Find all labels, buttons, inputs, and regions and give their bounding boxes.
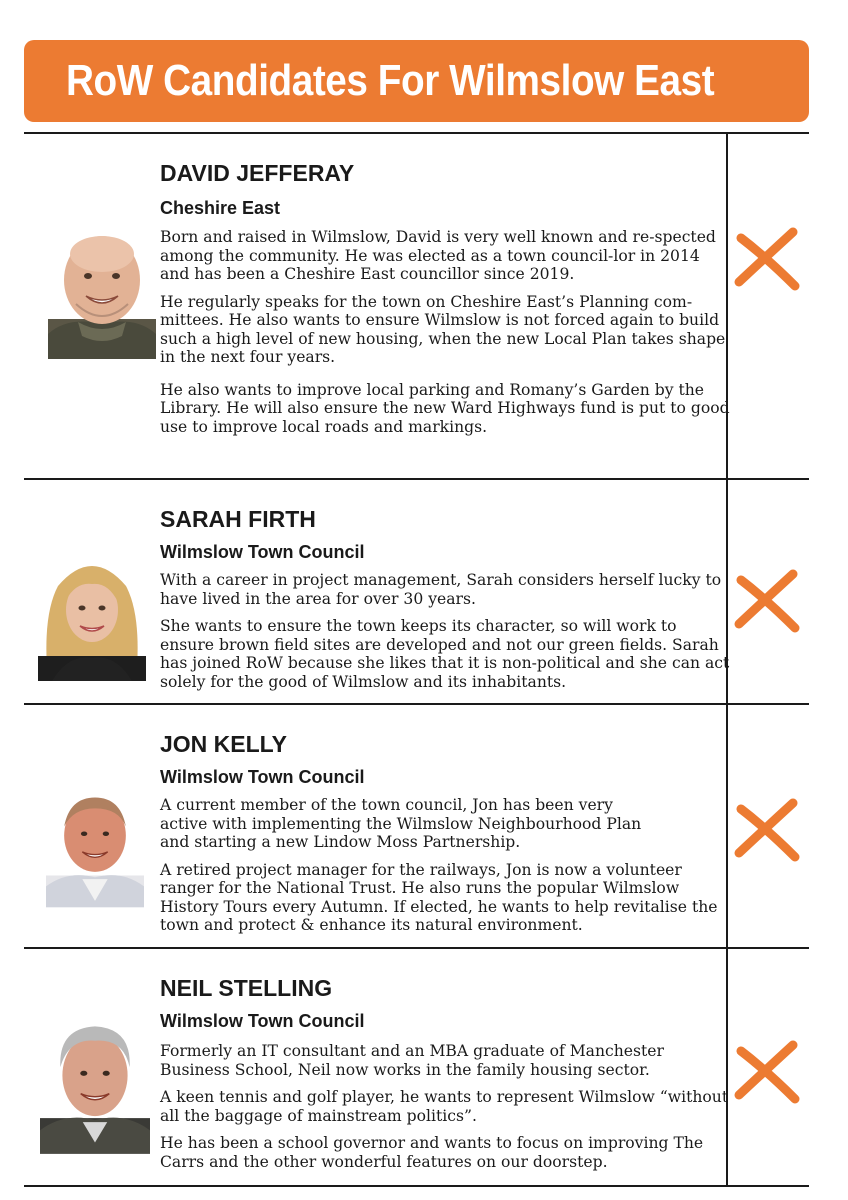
bio-paragraph: A retired project manager for the railways, Jon is now a volunteer ranger for the National Trust. He also runs the popular Wilmslow History Tours every Autumn. If elected, he wants to help revitalise the town and protect & enhance its natural environment.: [160, 860, 718, 934]
candidate-name: JON KELLY: [160, 731, 287, 757]
candidate-council: Cheshire East: [160, 198, 281, 218]
candidate-photo-sarah: [38, 546, 146, 681]
candidate-bio: [160, 228, 730, 445]
page-title: RoW Candidates For Wilmslow East: [66, 56, 715, 105]
candidate-name: DAVID JEFFERAY: [160, 160, 355, 186]
bio-paragraph: Born and raised in Wilmslow, David is very well known and re-spected among the community. He was elected as a town council-lor in 2014 and has been a Cheshire East councillor since 2019.: [160, 228, 716, 283]
cross-mark-icon: [731, 795, 803, 865]
candidate-row: [24, 132, 809, 478]
candidate-photo-neil: [40, 1015, 150, 1155]
candidate-council: Wilmslow Town Council: [160, 1011, 365, 1031]
candidates-table: [24, 132, 809, 1187]
cross-mark-icon: [731, 566, 803, 636]
candidate-council: Wilmslow Town Council: [160, 542, 365, 562]
bio-paragraph: Formerly an IT consultant and an MBA graduate of Manchester Business School, Neil now works in the family housing sector.: [160, 1042, 664, 1079]
bio-paragraph: He regularly speaks for the town on Cheshire East’s Planning com-mittees. He also wants to ensure Wilmslow is not forced again to build such a high level of new housing, when the new Local Plan takes shape in the next four years.: [160, 292, 726, 366]
candidate-name: SARAH FIRTH: [160, 506, 316, 532]
candidate-bio: [160, 571, 730, 700]
bio-paragraph: A keen tennis and golf player, he wants to represent Wilmslow “without all the baggage of mainstream politics”.: [160, 1088, 729, 1125]
bio-paragraph: He also wants to improve local parking and Romany’s Garden by the Library. He will also ensure the new Ward Highways fund is put to good use to improve local roads and markings.: [160, 380, 730, 436]
cross-mark-icon: [731, 1037, 803, 1107]
bio-paragraph: With a career in project management, Sarah considers herself lucky to have lived in the area for over 30 years.: [160, 571, 722, 608]
candidate-row: [24, 947, 809, 1187]
candidate-council: Wilmslow Town Council: [160, 767, 365, 787]
bio-paragraph: He has been a school governor and wants to focus on improving The Carrs and the other wonderful features on our doorstep.: [160, 1134, 704, 1171]
header-banner: [24, 40, 809, 122]
bio-paragraph: She wants to ensure the town keeps its character, so will work to ensure brown field sites are developed and not our green fields. Sarah has joined RoW because she likes that it is non-political and she can act solely for the good of Wilmslow and its inhabitants.: [160, 617, 730, 691]
candidate-bio: [160, 1042, 730, 1180]
candidate-row: [24, 703, 809, 947]
candidate-name: NEIL STELLING: [160, 975, 333, 1001]
candidate-photo-jon: [46, 777, 144, 915]
cross-mark-icon: [731, 224, 803, 294]
candidate-photo-david: [48, 224, 156, 359]
bio-paragraph: A current member of the town council, Jon has been very active with implementing the Wilmslow Neighbourhood Plan and starting a new Lindow Moss Partnership.: [160, 796, 642, 851]
candidate-bio: [160, 796, 730, 944]
candidate-row: [24, 478, 809, 703]
